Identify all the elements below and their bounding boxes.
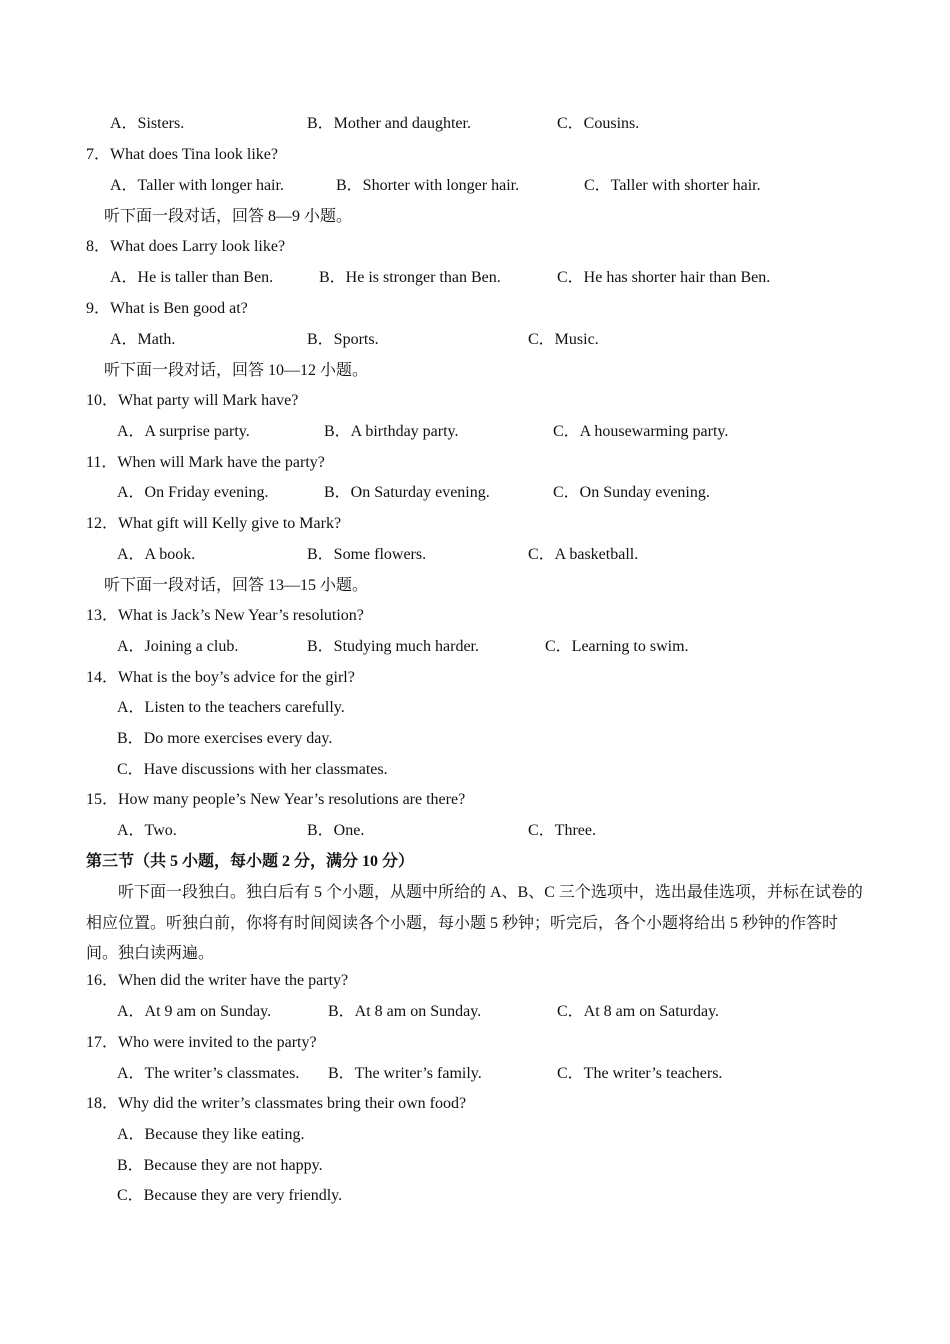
question-16: 16．When did the writer have the party? — [86, 972, 349, 989]
q13-option-a[interactable]: A．Joining a club. — [117, 638, 239, 655]
q9-option-c[interactable]: C．Music. — [528, 331, 599, 348]
q16-option-a[interactable]: A．At 9 am on Sunday. — [117, 1003, 272, 1020]
question-13: 13．What is Jack’s New Year’s resolution? — [86, 607, 364, 624]
q16-option-b[interactable]: B．At 8 am on Sunday. — [328, 1003, 482, 1020]
q7-option-a[interactable]: A．Taller with longer hair. — [110, 177, 284, 194]
question-14: 14．What is the boy’s advice for the girl? — [86, 669, 355, 686]
q9-option-b[interactable]: B．Sports. — [307, 331, 379, 348]
question-11: 11．When will Mark have the party? — [86, 454, 325, 471]
q15-option-c[interactable]: C．Three. — [528, 822, 596, 839]
q10-option-c[interactable]: C．A housewarming party. — [553, 423, 729, 440]
intro-8-9: 听下面一段对话，回答 8—9 小题。 — [104, 208, 353, 225]
q12-option-a[interactable]: A．A book. — [117, 546, 196, 563]
q14-option-a[interactable]: A．Listen to the teachers carefully. — [117, 699, 345, 716]
intro-10-12: 听下面一段对话，回答 10—12 小题。 — [104, 362, 369, 379]
q6-option-b[interactable]: B．Mother and daughter. — [307, 115, 471, 132]
question-12: 12．What gift will Kelly give to Mark? — [86, 515, 342, 532]
question-10: 10．What party will Mark have? — [86, 392, 299, 409]
question-18: 18．Why did the writer’s classmates bring their own food? — [86, 1095, 467, 1112]
q18-option-b[interactable]: B．Because they are not happy. — [117, 1157, 323, 1174]
q8-option-c[interactable]: C．He has shorter hair than Ben. — [557, 269, 771, 286]
q9-option-a[interactable]: A．Math. — [110, 331, 176, 348]
q16-option-c[interactable]: C．At 8 am on Saturday. — [557, 1003, 720, 1020]
q11-option-c[interactable]: C．On Sunday evening. — [553, 484, 710, 501]
q6-option-c[interactable]: C．Cousins. — [557, 115, 640, 132]
q17-option-b[interactable]: B．The writer’s family. — [328, 1065, 482, 1082]
q13-option-b[interactable]: B．Studying much harder. — [307, 638, 479, 655]
section-3-instructions — [86, 878, 868, 970]
q11-option-b[interactable]: B．On Saturday evening. — [324, 484, 490, 501]
section-3-instructions-text: 听下面一段独白。独白后有 5 个小题，从题中所给的 A、B、C 三个选项中，选出最佳选项，并标在试卷的相应位置。听独白前，你将有时间阅读各个小题，每小题 5 秒钟；听完后，各个小题将给出 5 秒钟的作答时间。独白读两遍。 — [86, 884, 863, 962]
question-15: 15．How many people’s New Year’s resolutions are there? — [86, 791, 466, 808]
question-8: 8．What does Larry look like? — [86, 238, 286, 255]
q10-option-a[interactable]: A．A surprise party. — [117, 423, 250, 440]
question-7: 7．What does Tina look like? — [86, 146, 278, 163]
q17-option-a[interactable]: A．The writer’s classmates. — [117, 1065, 300, 1082]
q6-option-a[interactable]: A．Sisters. — [110, 115, 185, 132]
q10-option-b[interactable]: B．A birthday party. — [324, 423, 459, 440]
question-9: 9．What is Ben good at? — [86, 300, 248, 317]
q7-option-c[interactable]: C．Taller with shorter hair. — [584, 177, 761, 194]
q12-option-b[interactable]: B．Some flowers. — [307, 546, 427, 563]
q14-option-c[interactable]: C．Have discussions with her classmates. — [117, 761, 388, 778]
q13-option-c[interactable]: C．Learning to swim. — [545, 638, 689, 655]
q18-option-a[interactable]: A．Because they like eating. — [117, 1126, 305, 1143]
q8-option-b[interactable]: B．He is stronger than Ben. — [319, 269, 501, 286]
q12-option-c[interactable]: C．A basketball. — [528, 546, 639, 563]
q15-option-b[interactable]: B．One. — [307, 822, 365, 839]
question-17: 17．Who were invited to the party? — [86, 1034, 317, 1051]
q17-option-c[interactable]: C．The writer’s teachers. — [557, 1065, 723, 1082]
q11-option-a[interactable]: A．On Friday evening. — [117, 484, 269, 501]
q14-option-b[interactable]: B．Do more exercises every day. — [117, 730, 333, 747]
q7-option-b[interactable]: B．Shorter with longer hair. — [336, 177, 520, 194]
section-3-title: 第三节（共 5 小题，每小题 2 分，满分 10 分） — [86, 853, 415, 870]
q8-option-a[interactable]: A．He is taller than Ben. — [110, 269, 274, 286]
q15-option-a[interactable]: A．Two. — [117, 822, 177, 839]
intro-13-15: 听下面一段对话，回答 13—15 小题。 — [104, 577, 369, 594]
q18-option-c[interactable]: C．Because they are very friendly. — [117, 1187, 343, 1204]
